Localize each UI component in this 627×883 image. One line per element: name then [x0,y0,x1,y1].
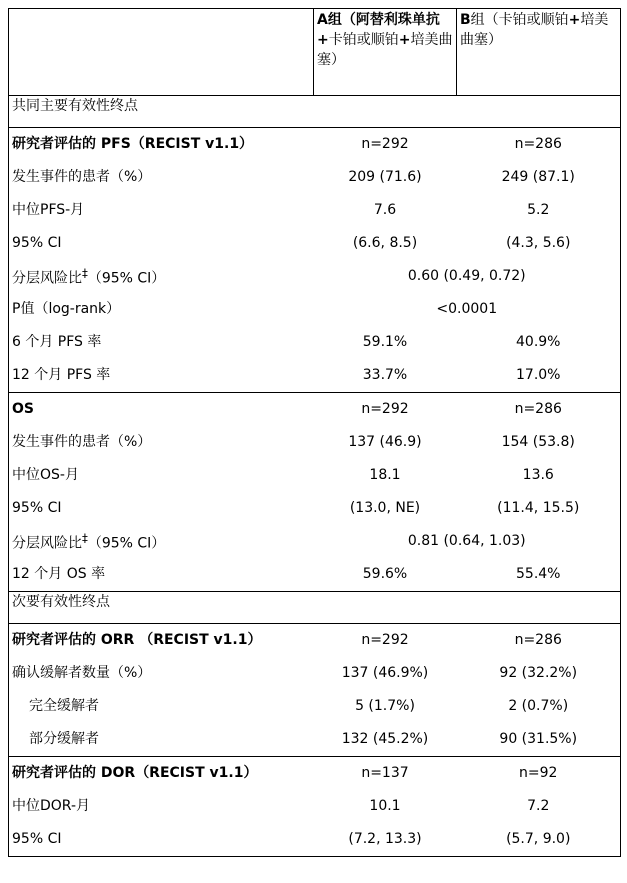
table-row [9,525,621,558]
section-primary-row [9,96,621,128]
table-row [9,790,621,823]
os-n-b: n=286 [457,393,621,427]
orr-pr-b: 90 (31.5%) [457,723,621,757]
table-row [9,426,621,459]
header-arm-a: A组（阿替利珠单抗+卡铂或顺铂+培美曲塞） [314,9,457,96]
pfs-p-label: P值（log-rank） [9,293,314,326]
orr-title-row [9,624,621,658]
dor-median-label: 中位DOR-月 [9,790,314,823]
os-ci-label: 95% CI [9,492,314,525]
dor-ci-b: (5.7, 9.0) [457,823,621,857]
header-arm-b: B组（卡铂或顺铂+培美曲塞） [457,9,621,96]
table-row [9,823,621,857]
table-row [9,657,621,690]
table-row [9,359,621,393]
orr-confirmed-label: 确认缓解者数量（%） [9,657,314,690]
os-hr-value: 0.81 (0.64, 1.03) [314,525,621,558]
dor-ci-a: (7.2, 13.3) [314,823,457,857]
os-events-b: 154 (53.8) [457,426,621,459]
pfs-ci-a: (6.6, 8.5) [352,235,418,251]
os-12m-a: 59.6% [314,558,457,592]
table-row [9,293,621,326]
os-12m-b: 55.4% [457,558,621,592]
pfs-12m-a: 33.7% [314,359,457,393]
table-row [9,227,621,260]
os-ci-a: (13.0, NE) [349,500,421,516]
pfs-6m-b: 40.9% [457,326,621,359]
dor-n-a: n=137 [314,757,457,791]
orr-cr-label: 完全缓解者 [9,690,314,723]
pfs-12m-label: 12 个月 PFS 率 [9,359,314,393]
pfs-n-b: n=286 [457,128,621,162]
table-row [9,558,621,592]
pfs-median-a: 7.6 [373,202,397,218]
pfs-events-b: 249 (87.1) [457,161,621,194]
dor-median-a: 10.1 [369,798,401,814]
os-12m-label: 12 个月 OS 率 [9,558,314,592]
table-row [9,723,621,757]
os-title: OS [9,393,314,427]
pfs-title: 研究者评估的 PFS（RECIST v1.1） [9,128,314,162]
orr-title: 研究者评估的 ORR （RECIST v1.1） [9,624,314,658]
os-median-label: 中位OS-月 [9,459,314,492]
orr-confirmed-a: 137 (46.9%) [341,665,429,681]
os-median-b: 13.6 [457,459,621,492]
orr-pr-label: 部分缓解者 [9,723,314,757]
pfs-n-a: n=292 [314,128,457,162]
dor-title: 研究者评估的 DOR（RECIST v1.1） [9,757,314,791]
section-secondary-title: 次要有效性终点 [9,592,621,624]
dor-title-row [9,757,621,791]
table-row [9,260,621,293]
pfs-6m-label: 6 个月 PFS 率 [9,326,314,359]
pfs-hr-value: 0.60 (0.49, 0.72) [314,260,621,293]
orr-n-b: n=286 [457,624,621,658]
os-events-label: 发生事件的患者（%） [9,426,314,459]
pfs-p-value: <0.0001 [314,293,621,326]
os-median-a: 18.1 [369,467,401,483]
table-row [9,326,621,359]
table-row [9,459,621,492]
header-row [9,9,621,96]
pfs-ci-label: 95% CI [9,227,314,260]
dor-n-b: n=92 [457,757,621,791]
section-secondary-row [9,592,621,624]
os-title-row [9,393,621,427]
table-row [9,690,621,723]
table-row [9,194,621,227]
orr-cr-b: 2 (0.7%) [457,690,621,723]
os-ci-b: (11.4, 15.5) [457,492,621,525]
table-row [9,492,621,525]
dor-ci-label: 95% CI [9,823,314,857]
pfs-6m-a: 59.1% [362,334,408,350]
pfs-events-label: 发生事件的患者（%） [9,161,314,194]
os-n-a: n=292 [314,393,457,427]
pfs-median-label: 中位PFS-月 [9,194,314,227]
os-hr-label: 分层风险比‡（95% CI） [9,525,314,558]
pfs-median-b: 5.2 [457,194,621,227]
pfs-12m-b: 17.0% [457,359,621,393]
orr-cr-a: 5 (1.7%) [355,698,415,714]
orr-n-a: n=292 [314,624,457,658]
orr-confirmed-b: 92 (32.2%) [457,657,621,690]
pfs-ci-b: (4.3, 5.6) [457,227,621,260]
orr-pr-a: 132 (45.2%) [314,723,457,757]
pfs-events-a: 209 (71.6) [348,169,422,185]
pfs-hr-label: 分层风险比‡（95% CI） [9,260,314,293]
pfs-title-row [9,128,621,162]
header-blank-cell [9,9,314,96]
dor-median-b: 7.2 [457,790,621,823]
os-events-a: 137 (46.9) [348,434,422,450]
table-row [9,161,621,194]
efficacy-table [8,8,621,857]
section-primary-title: 共同主要有效性终点 [9,96,621,128]
